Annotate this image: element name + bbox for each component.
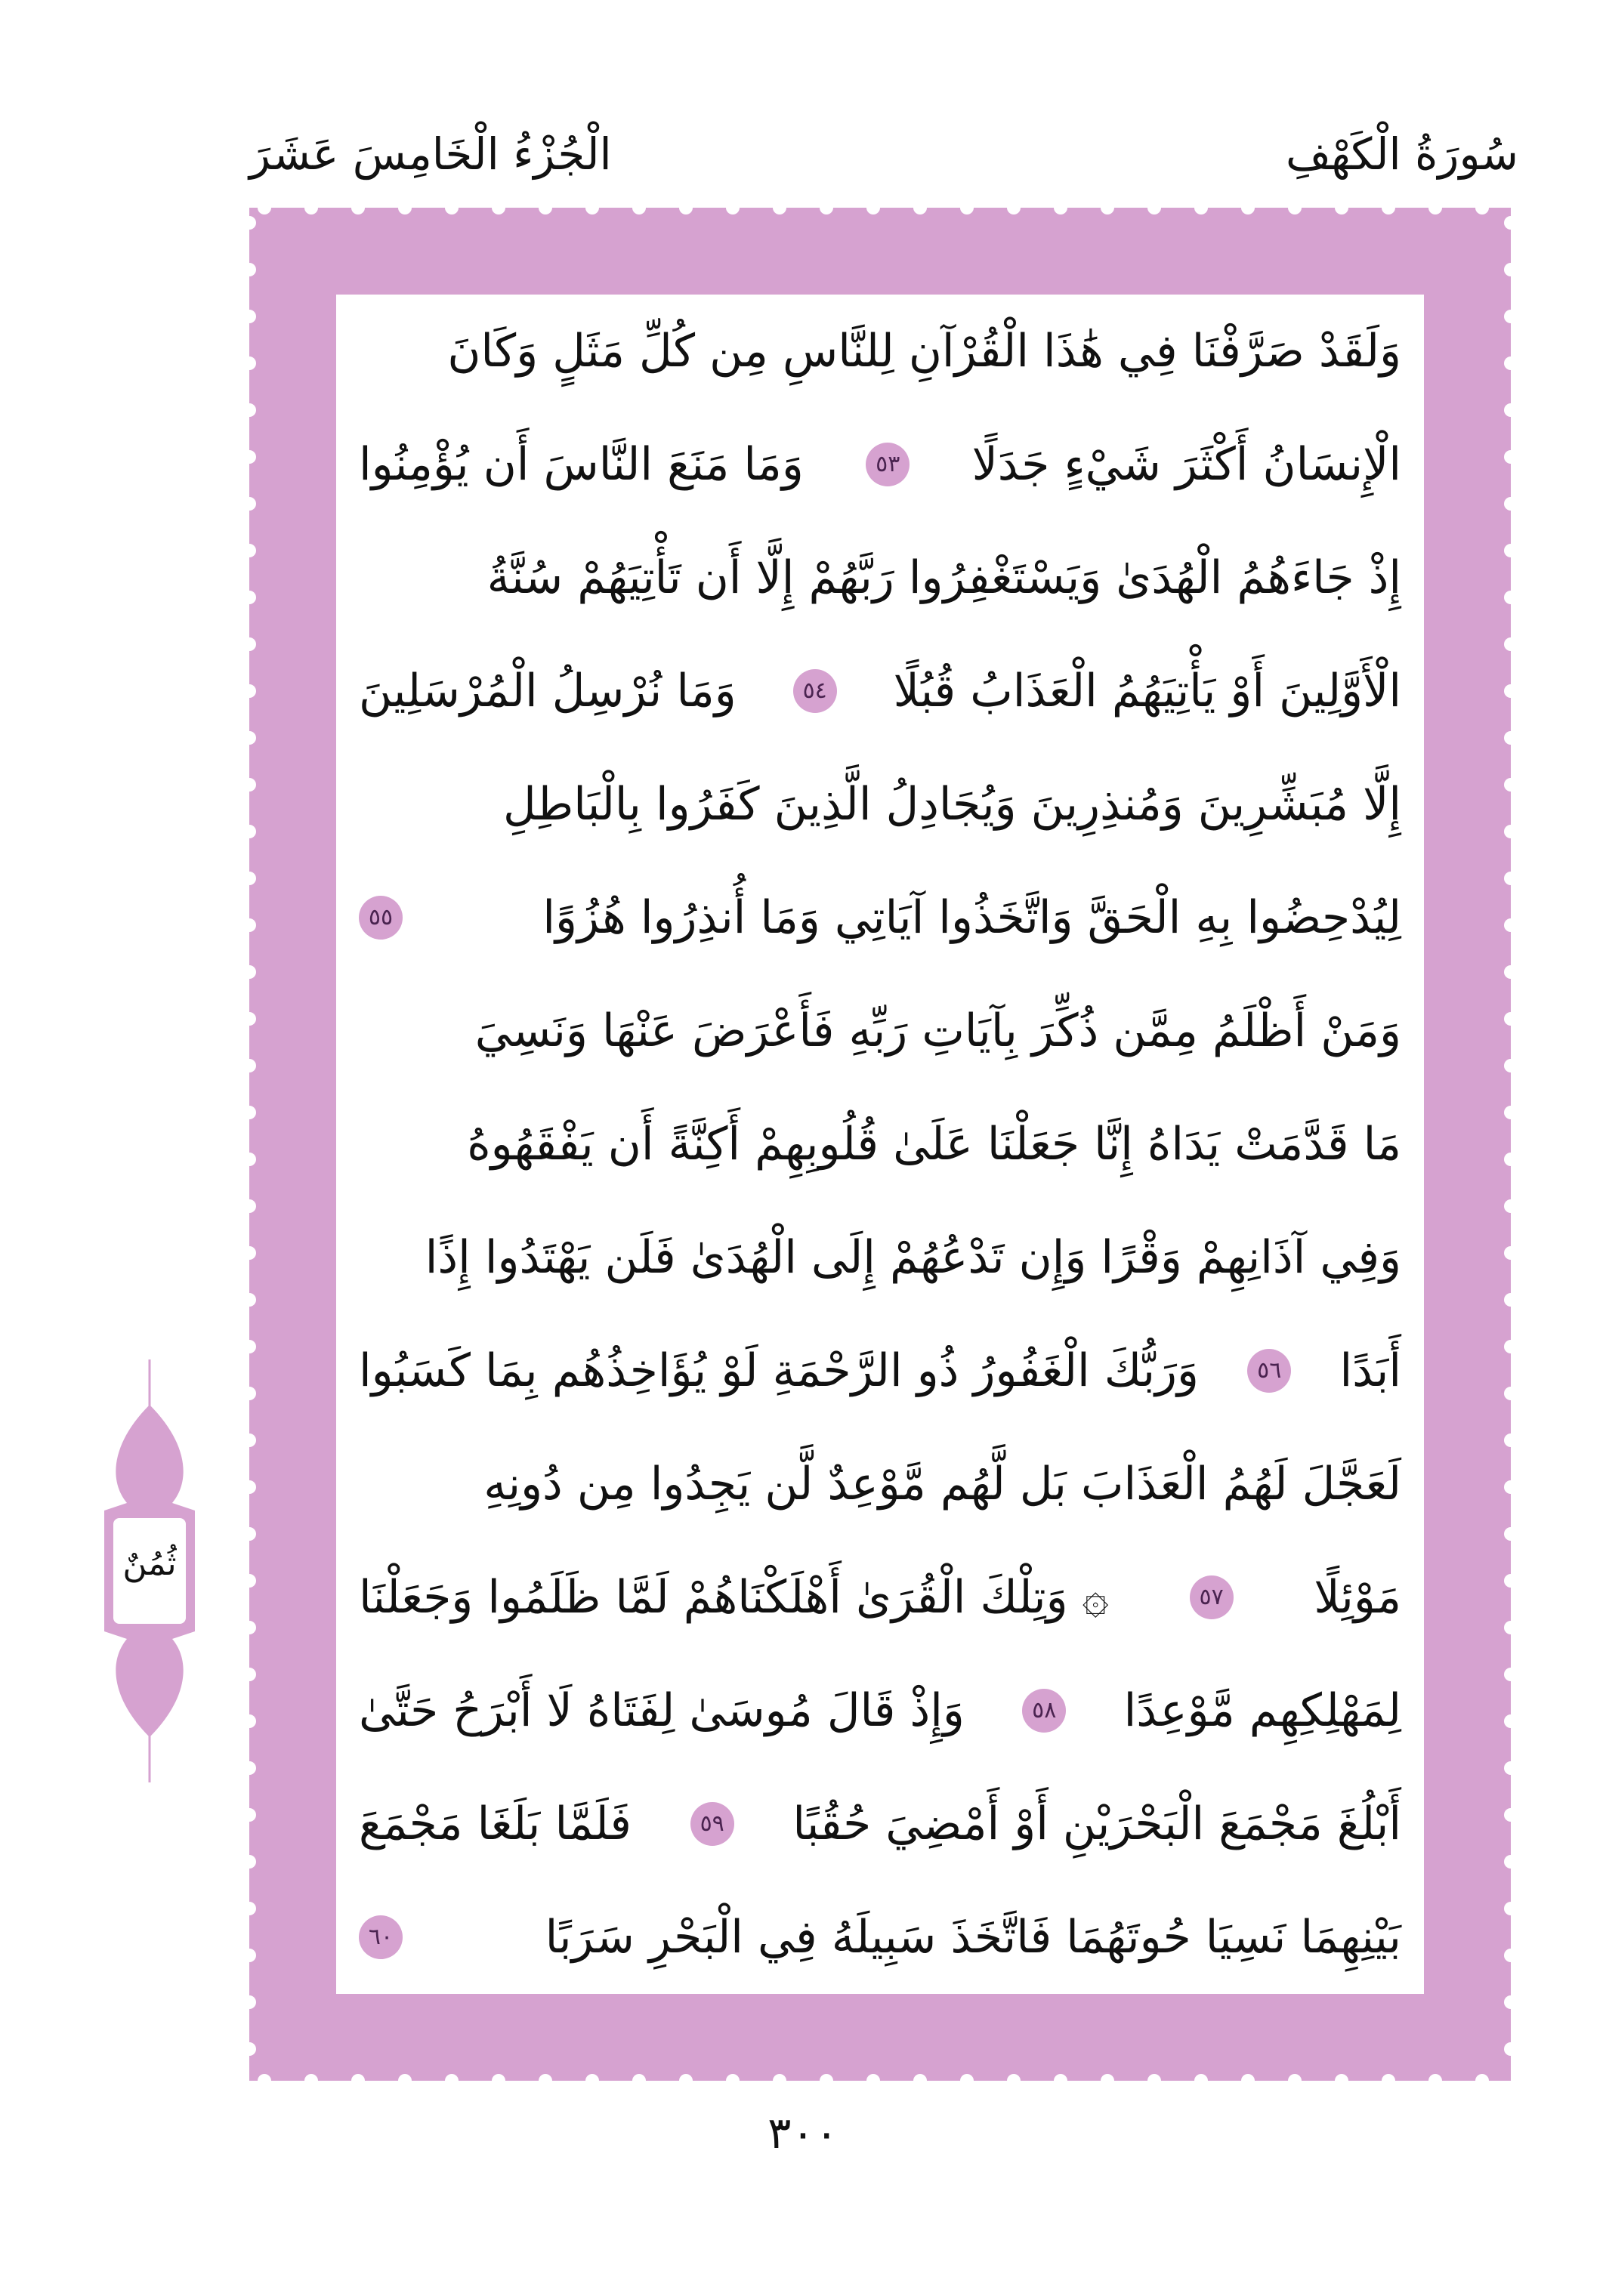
text-line bbox=[359, 1216, 1401, 1299]
verse-text: وَإِذْ قَالَ مُوسَىٰ لِفَتَاهُ لَا أَبْرَحُ حَتَّىٰ bbox=[359, 1684, 965, 1737]
text-line bbox=[359, 1669, 1401, 1752]
verse-text: وَفِي آذَانِهِمْ وَقْرًا وَإِن تَدْعُهُمْ إِلَى الْهُدَىٰ فَلَن يَهْتَدُوا إِذًا bbox=[425, 1231, 1401, 1284]
text-line bbox=[359, 423, 1401, 506]
marker-label: ثُمُنٌ bbox=[122, 1545, 177, 1583]
quran-text bbox=[359, 310, 1401, 1979]
verse-text: فَلَمَّا بَلَغَا مَجْمَعَ bbox=[359, 1798, 632, 1850]
juz-name: الْجُزْءُ الْخَامِسَ عَشَرَ bbox=[249, 128, 612, 180]
ayah-number-marker: ٥٤ bbox=[793, 669, 837, 713]
verse-text: وَلَقَدْ صَرَّفْنَا فِي هَٰذَا الْقُرْآنِ لِلنَّاسِ مِن كُلِّ مَثَلٍ وَكَانَ bbox=[447, 325, 1401, 378]
ayah-number-marker: ٥٨ bbox=[1022, 1689, 1066, 1733]
verse-text: وَمَنْ أَظْلَمُ مِمَّن ذُكِّرَ بِآيَاتِ رَبِّهِ فَأَعْرَضَ عَنْهَا وَنَسِيَ bbox=[474, 1004, 1401, 1057]
verse-text: إِلَّا مُبَشِّرِينَ وَمُنذِرِينَ وَيُجَادِلُ الَّذِينَ كَفَرُوا بِالْبَاطِلِ bbox=[503, 778, 1401, 831]
page-header bbox=[249, 106, 1518, 189]
text-line bbox=[359, 1443, 1401, 1526]
verse-text: لَعَجَّلَ لَهُمُ الْعَذَابَ بَل لَّهُم مَّوْعِدٌ لَّن يَجِدُوا مِن دُونِهِ bbox=[483, 1458, 1401, 1511]
verse-text: وَمَا نُرْسِلُ الْمُرْسَلِينَ bbox=[359, 665, 737, 718]
ornamental-frame bbox=[249, 208, 1511, 2081]
text-line bbox=[359, 650, 1401, 733]
verse-text: مَا قَدَّمَتْ يَدَاهُ إِنَّا جَعَلْنَا عَلَىٰ قُلُوبِهِمْ أَكِنَّةً أَن يَفْقَهُوهُ bbox=[467, 1118, 1401, 1171]
text-line bbox=[359, 1896, 1401, 1979]
text-line bbox=[359, 989, 1401, 1072]
surah-name: سُورَةُ الْكَهْفِ bbox=[1286, 128, 1518, 180]
verse-text: وَرَبُّكَ الْغَفُورُ ذُو الرَّحْمَةِ لَوْ يُؤَاخِذُهُم بِمَا كَسَبُوا bbox=[359, 1344, 1199, 1397]
verse-text: لِيُدْحِضُوا بِهِ الْحَقَّ وَاتَّخَذُوا آيَاتِي وَمَا أُنذِرُوا هُزُوًا bbox=[542, 891, 1401, 944]
ayah-number-marker: ٥٧ bbox=[1190, 1575, 1234, 1619]
text-line bbox=[359, 1782, 1401, 1866]
text-line bbox=[359, 1329, 1401, 1412]
ayah-number-marker: ٥٣ bbox=[866, 443, 910, 486]
text-line bbox=[359, 1556, 1401, 1639]
text-line bbox=[359, 763, 1401, 846]
text-line bbox=[359, 876, 1401, 959]
page-number: ٣٠٠ bbox=[767, 2107, 839, 2159]
verse-text: ۞ وَتِلْكَ الْقُرَىٰ أَهْلَكْنَاهُمْ لَمَّا ظَلَمُوا وَجَعَلْنَا bbox=[359, 1571, 1109, 1624]
verse-text: مَوْئِلًا bbox=[1314, 1571, 1401, 1624]
verse-text: الْإِنسَانُ أَكْثَرَ شَيْءٍ جَدَلًا bbox=[971, 438, 1401, 491]
verse-text: الْأَوَّلِينَ أَوْ يَأْتِيَهُمُ الْعَذَابُ قُبُلًا bbox=[893, 665, 1401, 718]
ayah-number-marker: ٥٥ bbox=[359, 896, 403, 940]
verse-text: أَبَدًا bbox=[1339, 1344, 1401, 1397]
text-panel bbox=[336, 295, 1424, 1994]
hizb-quarter-marker bbox=[89, 1359, 210, 1782]
text-line bbox=[359, 536, 1401, 619]
verse-text: إِذْ جَاءَهُمُ الْهُدَىٰ وَيَسْتَغْفِرُوا رَبَّهُمْ إِلَّا أَن تَأْتِيَهُمْ سُنَّةُ bbox=[486, 551, 1401, 604]
ayah-number-marker: ٥٩ bbox=[690, 1802, 734, 1846]
verse-text: بَيْنِهِمَا نَسِيَا حُوتَهُمَا فَاتَّخَذَ سَبِيلَهُ فِي الْبَحْرِ سَرَبًا bbox=[545, 1911, 1401, 1964]
text-line bbox=[359, 1103, 1401, 1186]
verse-text: لِمَهْلِكِهِم مَّوْعِدًا bbox=[1123, 1684, 1401, 1737]
ayah-number-marker: ٦٠ bbox=[359, 1915, 403, 1959]
ayah-number-marker: ٥٦ bbox=[1247, 1349, 1291, 1393]
text-line bbox=[359, 310, 1401, 393]
verse-text: وَمَا مَنَعَ النَّاسَ أَن يُؤْمِنُوا bbox=[359, 438, 804, 491]
verse-text: أَبْلُغَ مَجْمَعَ الْبَحْرَيْنِ أَوْ أَمْضِيَ حُقُبًا bbox=[792, 1798, 1401, 1850]
